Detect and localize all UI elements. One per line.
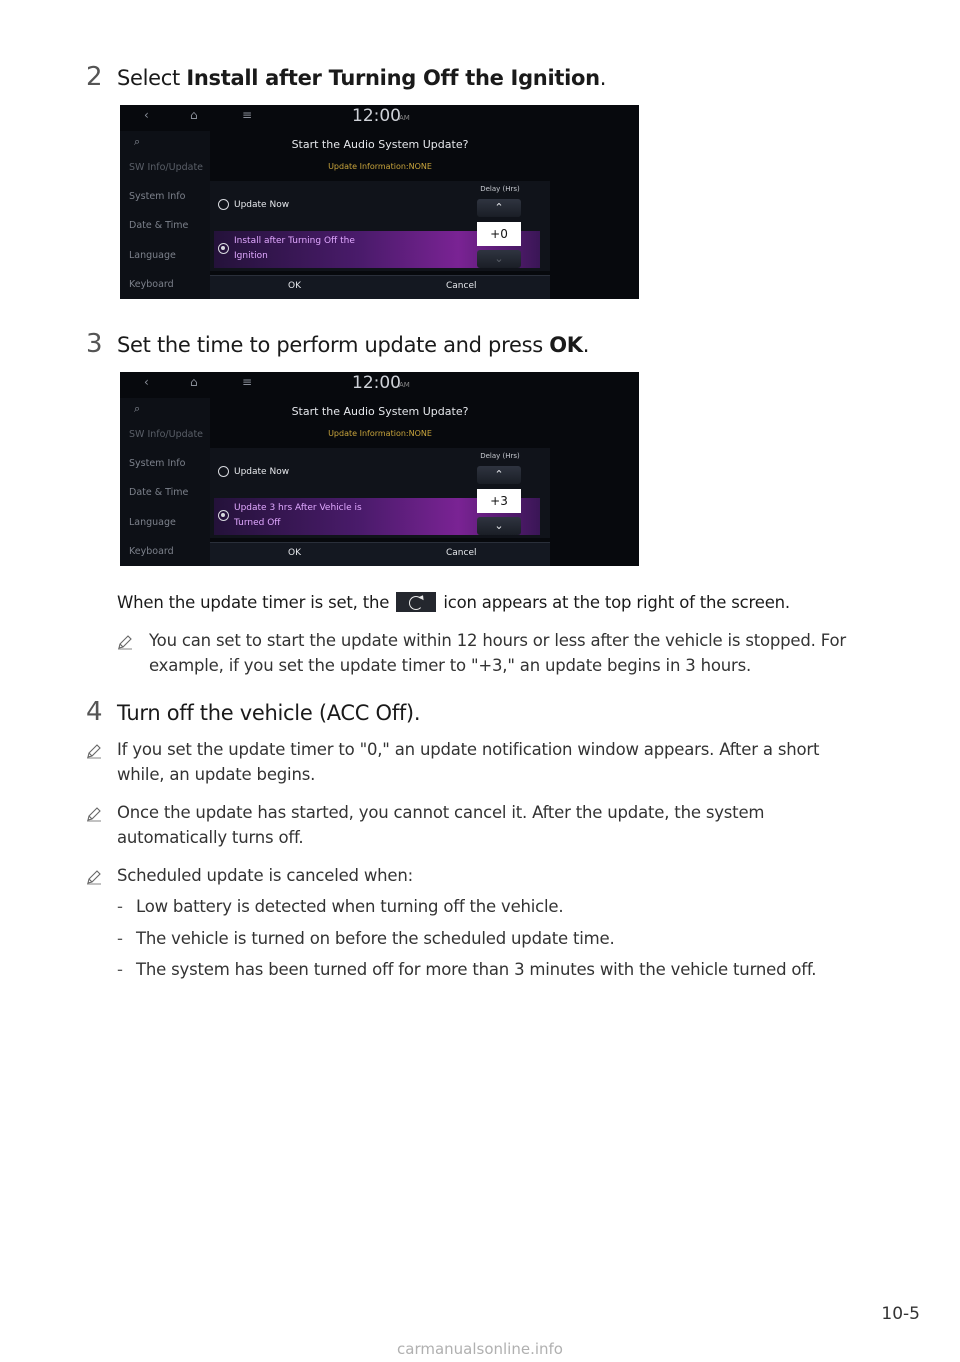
dialog-button-bar <box>210 275 550 299</box>
radio-icon <box>218 466 229 477</box>
delay-value: +3 <box>477 489 521 513</box>
clock: 12:00 <box>352 373 401 393</box>
dash-marker: - <box>117 929 123 948</box>
search-icon: ⌕ <box>134 402 141 415</box>
clock: 12:00 <box>352 106 401 126</box>
sidebar-item-system-info: System Info <box>129 191 186 202</box>
menu-icon: ≡ <box>242 375 253 389</box>
pencil-icon <box>86 867 102 883</box>
ok-button: OK <box>288 548 301 558</box>
sidebar-item-system-info: System Info <box>129 458 186 469</box>
note-line-1: You can set to start the update within 12 hours or less after the vehicle is stopped. For <box>149 631 846 650</box>
sidebar-item-date-time: Date & Time <box>129 220 189 231</box>
list-item <box>117 897 563 916</box>
step-number: 2 <box>86 62 103 92</box>
step-number: 4 <box>86 697 103 727</box>
delay-value: +0 <box>477 222 521 246</box>
screenshot-update-3-hrs <box>120 372 639 566</box>
note-line-2: example, if you set the update timer to "+3," an update begins in 3 hours. <box>149 656 752 675</box>
step-3-heading <box>86 329 589 359</box>
settings-sidebar <box>120 131 210 299</box>
option-label-line1: Update 3 hrs After Vehicle is <box>234 503 362 513</box>
pencil-icon <box>117 632 133 648</box>
timer-text-before: When the update timer is set, the <box>117 593 390 612</box>
option-label-line1: Install after Turning Off the <box>234 236 355 246</box>
option-label: Update Now <box>234 200 290 210</box>
step-text: Turn off the vehicle (ACC Off). <box>117 701 421 725</box>
clock-ampm: AM <box>399 114 410 122</box>
note-line-1: Scheduled update is canceled when: <box>117 866 413 885</box>
step-text-prefix: Select <box>117 66 187 90</box>
home-icon: ⌂ <box>190 375 198 389</box>
sidebar-item-keyboard: Keyboard <box>129 279 174 290</box>
step-text-suffix: . <box>582 333 590 357</box>
dialog-subtitle: Update Information:NONE <box>328 162 432 171</box>
sidebar-item-sw-info: SW Info/Update <box>129 429 204 440</box>
step-text-suffix: . <box>599 66 607 90</box>
top-bar <box>120 105 639 131</box>
dialog-title: Start the Audio System Update? <box>291 405 469 418</box>
sidebar-item-keyboard: Keyboard <box>129 546 174 557</box>
note-line-2: while, an update begins. <box>117 765 316 784</box>
step-text-bold: Install after Turning Off the Ignition <box>186 66 600 90</box>
timer-paragraph <box>117 592 790 612</box>
sidebar-item-date-time: Date & Time <box>129 487 189 498</box>
timer-text-after: icon appears at the top right of the screen. <box>443 593 790 612</box>
sidebar-item-sw-info: SW Info/Update <box>129 162 204 173</box>
list-item-text: Low battery is detected when turning off the vehicle. <box>136 897 564 916</box>
chevron-down-icon: ⌄ <box>477 250 521 268</box>
screenshot-install-after-ignition <box>120 105 639 299</box>
option-label-line2: Turned Off <box>234 518 281 528</box>
list-item <box>117 960 816 979</box>
radio-selected-icon <box>218 510 229 521</box>
note-update-timer-zero <box>117 737 819 787</box>
cancel-button: Cancel <box>446 548 477 558</box>
sidebar-item-language: Language <box>129 517 176 528</box>
footer-watermark[interactable]: carmanualsonline.info <box>397 1340 563 1358</box>
menu-icon: ≡ <box>242 108 253 122</box>
ok-button: OK <box>288 281 301 291</box>
note-cannot-cancel <box>117 800 764 850</box>
dialog-subtitle: Update Information:NONE <box>328 429 432 438</box>
note-line-1: If you set the update timer to "0," an update notification window appears. After a short <box>117 740 820 759</box>
pencil-icon <box>86 741 102 757</box>
option-label-line2: Ignition <box>234 251 268 261</box>
delay-label: Delay (Hrs) <box>480 452 520 460</box>
step-number: 3 <box>86 329 103 359</box>
dialog-button-bar <box>210 542 550 566</box>
dash-marker: - <box>117 897 123 916</box>
radio-selected-icon <box>218 243 229 254</box>
dialog-title: Start the Audio System Update? <box>291 138 469 151</box>
note-line-1: Once the update has started, you cannot cancel it. After the update, the system <box>117 803 765 822</box>
pencil-icon <box>86 804 102 820</box>
step-text-bold: OK <box>549 333 583 357</box>
top-bar <box>120 372 639 398</box>
option-label: Update Now <box>234 467 290 477</box>
clock-ampm: AM <box>399 381 410 389</box>
chevron-up-icon: ⌃ <box>477 466 521 484</box>
step-4-heading <box>86 697 420 727</box>
list-item-text: The vehicle is turned on before the scheduled update time. <box>136 929 615 948</box>
step-2-heading <box>86 62 606 92</box>
settings-sidebar <box>120 398 210 566</box>
note-12-hours <box>149 628 846 678</box>
note-line-2: automatically turns off. <box>117 828 304 847</box>
dash-marker: - <box>117 960 123 979</box>
update-timer-icon <box>396 592 436 612</box>
radio-icon <box>218 199 229 210</box>
delay-label: Delay (Hrs) <box>480 185 520 193</box>
step-text-prefix: Set the time to perform update and press <box>117 333 550 357</box>
page-number: 10-5 <box>881 1304 920 1324</box>
list-item-text: The system has been turned off for more than 3 minutes with the vehicle turned off. <box>136 960 817 979</box>
note-scheduled-canceled <box>117 863 413 888</box>
sidebar-item-language: Language <box>129 250 176 261</box>
back-icon: ‹ <box>144 108 149 122</box>
home-icon: ⌂ <box>190 108 198 122</box>
chevron-up-icon: ⌃ <box>477 199 521 217</box>
cancel-button: Cancel <box>446 281 477 291</box>
chevron-down-icon: ⌄ <box>477 517 521 535</box>
back-icon: ‹ <box>144 375 149 389</box>
list-item <box>117 929 615 948</box>
search-icon: ⌕ <box>134 135 141 148</box>
